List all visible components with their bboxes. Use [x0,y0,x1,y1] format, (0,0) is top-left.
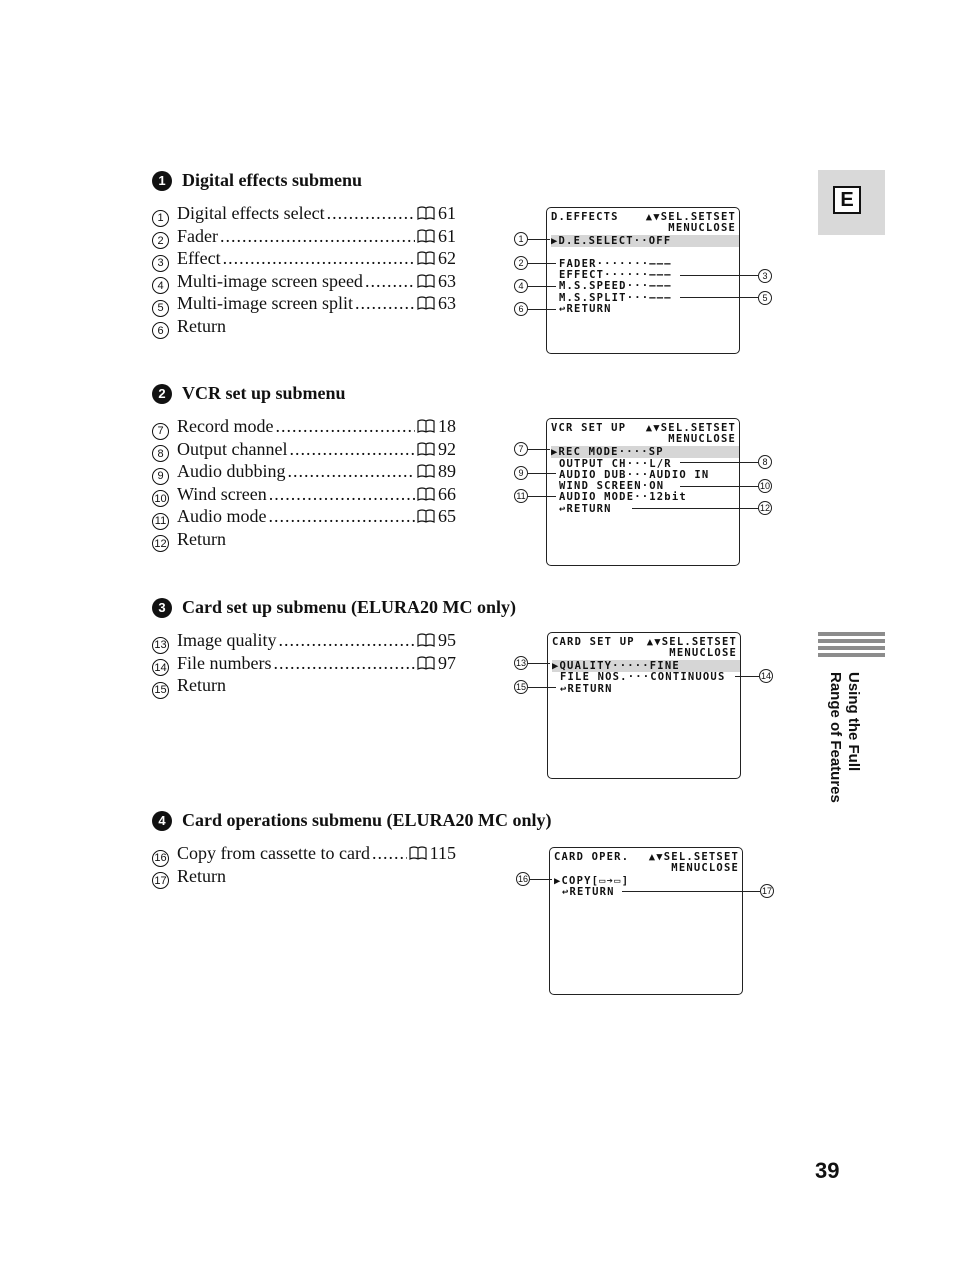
item-label: Output channel [177,438,288,459]
menu-screen-card-operations [549,847,743,995]
item-number: 7 [152,423,169,440]
screen-row-selected: ▶QUALITY·····FINE [552,660,740,672]
section-4-title: Card operations submenu (ELURA20 MC only) [182,810,552,830]
item-label: Copy from cassette to card [177,843,370,863]
screen-row: ↩RETURN [559,303,612,315]
list-item [152,316,456,339]
book-icon [417,274,435,288]
callout: 8 [758,455,772,469]
list-item [152,675,456,698]
screen-row: ↩RETURN [560,683,613,695]
section-4-heading [152,810,552,831]
item-number: 17 [152,872,169,889]
callout: 15 [515,682,526,692]
book-icon [417,656,435,670]
screen-title: D.EFFECTS [551,211,619,223]
book-icon [417,464,435,478]
section-4-number: 4 [152,811,172,831]
screen-row: AUDIO DUB···AUDIO IN [559,469,710,481]
screen-row-selected: ▶D.E.SELECT··OFF [551,235,739,247]
screen-row: ↩RETURN [562,886,615,898]
item-number: 14 [152,659,169,676]
item-number: 10 [152,490,169,507]
list-item [152,866,456,889]
book-icon [417,296,435,310]
book-icon [417,229,435,243]
screen-row: M.S.SPEED···––– [559,280,672,292]
screen-header-right-2: MENUCLOSE [671,862,739,874]
item-number: 8 [152,445,169,462]
screen-row: WIND SCREEN·ON [559,480,665,492]
item-number: 4 [152,277,169,294]
item-page: 95 [438,630,456,650]
callout: 1 [514,232,528,246]
item-label: Digital effects select [177,203,325,223]
list-item [152,293,456,316]
item-page: 63 [438,293,456,313]
item-page: 89 [438,461,456,481]
item-number: 2 [152,232,169,249]
list-item [152,529,456,552]
item-label: Multi-image screen split [177,293,353,313]
callout: 13 [515,658,526,668]
language-tab [818,170,885,235]
item-number: 6 [152,322,169,339]
section-1-title: Digital effects submenu [182,170,362,190]
callout: 4 [514,279,528,293]
section-2-title: VCR set up submenu [182,383,346,403]
item-number: 12 [152,535,169,552]
book-icon [417,633,435,647]
screen-row-selected: ▶COPY[▭➔▭] [554,875,630,887]
item-label: Fader [177,225,218,246]
section-3-number: 3 [152,598,172,618]
callout: 3 [758,269,772,283]
list-item [152,653,456,676]
item-number: 1 [152,210,169,227]
item-number: 9 [152,468,169,485]
book-icon [409,846,427,860]
screen-row: ↩RETURN [559,503,612,515]
item-label: Image quality [177,630,277,650]
section-3-items [152,630,456,698]
screen-header-right: ▲▼SEL.SETSET [646,636,737,648]
book-icon [417,251,435,265]
menu-screen-card-set-up [547,632,741,779]
screen-header-right-2: MENUCLOSE [668,433,736,445]
section-2-items [152,416,456,551]
item-number: 11 [152,513,169,530]
screen-title: CARD OPER. [554,851,630,863]
item-number: 5 [152,300,169,317]
callout: 6 [514,302,528,316]
menu-screen-vcr-set-up [546,418,740,566]
callout: 7 [514,442,528,456]
item-label: Effect [177,248,221,268]
list-item [152,226,456,249]
callout: 12 [759,503,770,513]
screen-header-right-2: MENUCLOSE [668,222,736,234]
callout: 16 [517,874,528,884]
callout: 14 [760,671,771,681]
item-label: Audio dubbing [177,461,286,481]
item-page: 63 [438,270,456,291]
item-page: 18 [438,416,456,436]
list-item [152,843,456,866]
screen-header-right: ▲▼SEL.SETSET [645,422,736,434]
page-number: 39 [815,1158,840,1183]
section-3-title: Card set up submenu (ELURA20 MC only) [182,597,517,617]
item-page: 115 [429,843,456,863]
screen-row: EFFECT······––– [559,269,672,281]
item-number: 15 [152,682,169,699]
menu-screen-digital-effects [546,207,740,354]
screen-row: FADER·······––– [559,258,672,270]
screen-title: VCR SET UP [551,422,627,434]
callout: 2 [514,256,528,270]
side-label-line-1: Using the Full [845,672,862,772]
item-label: Wind screen [177,483,267,504]
item-label: Record mode [177,416,274,436]
list-item [152,439,456,462]
item-label: Return [177,315,226,336]
item-label: File numbers [177,652,272,673]
book-icon [417,206,435,220]
item-page: 97 [438,652,456,673]
item-label: Return [177,528,226,549]
section-3-heading [152,597,516,618]
section-1-number: 1 [152,171,172,191]
callout: 10 [759,481,770,491]
list-item [152,416,456,439]
section-2-heading [152,383,346,404]
callout: 5 [758,291,772,305]
language-letter: E [833,186,861,214]
item-number: 16 [152,850,169,867]
book-icon [417,419,435,433]
list-item [152,506,456,529]
list-item [152,271,456,294]
item-page: 92 [438,438,456,459]
item-page: 62 [438,248,456,268]
item-label: Audio mode [177,506,267,526]
item-page: 61 [438,203,456,223]
section-4-items [152,843,456,888]
callout: 17 [761,886,772,896]
item-page: 61 [438,225,456,246]
section-2-number: 2 [152,384,172,404]
screen-header-right-2: MENUCLOSE [669,647,737,659]
section-1-items [152,203,456,338]
book-icon [417,509,435,523]
list-item [152,630,456,653]
item-page: 65 [438,506,456,526]
section-stripes [818,632,885,660]
screen-header-right: ▲▼SEL.SETSET [645,211,736,223]
list-item [152,461,456,484]
callout: 11 [514,489,528,503]
item-label: Multi-image screen speed [177,270,363,291]
item-label: Return [177,865,226,886]
screen-row: M.S.SPLIT···––– [559,292,672,304]
screen-row: OUTPUT CH···L/R [559,458,672,470]
book-icon [417,442,435,456]
screen-row: AUDIO MODE··12bit [559,491,687,503]
item-number: 3 [152,255,169,272]
item-label: Return [177,675,226,695]
screen-row: FILE NOS.···CONTINUOUS [560,671,726,683]
callout: 9 [514,466,528,480]
screen-header-right: ▲▼SEL.SETSET [648,851,739,863]
book-icon [417,487,435,501]
item-number: 13 [152,637,169,654]
screen-title: CARD SET UP [552,636,635,648]
side-label-line-2: Range of Features [827,672,844,803]
screen-row-selected: ▶REC MODE····SP [551,446,739,458]
item-page: 66 [438,483,456,504]
side-section-label [814,672,864,832]
list-item [152,248,456,271]
list-item [152,484,456,507]
list-item [152,203,456,226]
section-1-heading [152,170,362,191]
